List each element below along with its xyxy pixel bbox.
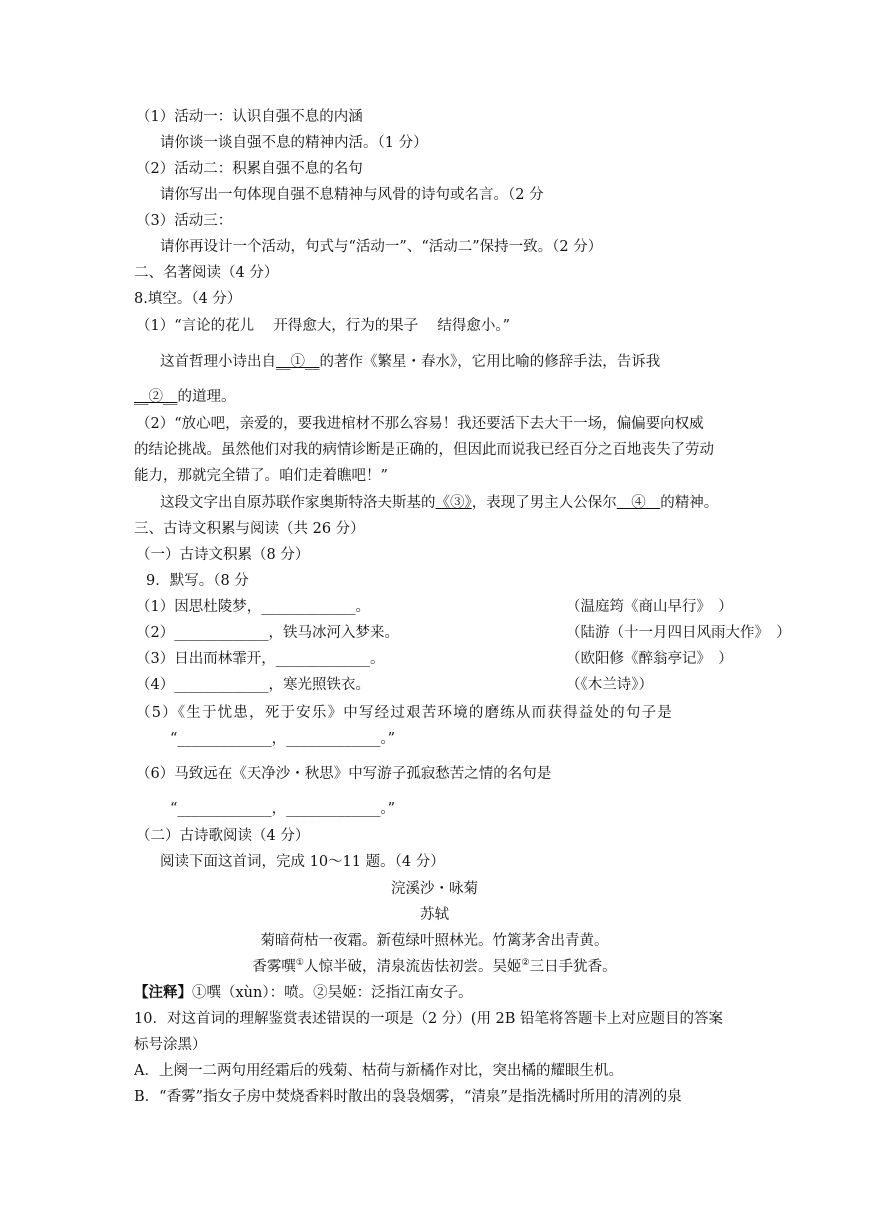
q8-text-d: 的道理。 [177,389,236,405]
question-10-line2: 标号涂黑） [134,1037,207,1053]
activity-2-heading: （2）活动二：积累自强不息的名句 [136,161,363,177]
subsection-2-heading: （二）古诗歌阅读（4 分） [136,828,310,844]
poem-line-2-a: 香雾噀 [252,959,296,975]
q9-item-1-source: （温庭筠《商山早行》 ） [566,599,733,615]
section-3-heading: 三、古诗文积累与阅读（共 26 分） [134,521,365,537]
q9-item-5-blanks: “_____________，_____________。” [170,731,396,747]
q8-part2-question [160,493,718,513]
q9-item-4-text: （4）_____________，寒光照铁衣。 [136,677,370,693]
option-a: A．上阕一二两句用经霜后的残菊、枯荷与新橘作对比，突出橘的耀眼生机。 [134,1063,623,1079]
q8-p2-text-e: 的精神。 [660,495,719,511]
activity-1-heading: （1）活动一：认识自强不息的内涵 [136,109,363,125]
q8-p2-text-c: ，表现了男主人公保尔 [471,495,617,511]
q9-item-3-text: （3）日出而林霏开，_____________。 [136,651,385,667]
question-10-line1: 10．对这首词的理解鉴赏表述错误的一项是（2 分）(用 2B 铅笔将答题卡上对应题目的答案 [134,1011,724,1027]
activity-2-prompt: 请你写出一句体现自强不息精神与风骨的诗句或名言。（2 分 [160,187,544,203]
poem-title: 浣溪沙・咏菊 [391,881,478,897]
poem-line-1: 菊暗荷枯一夜霜。新苞绿叶照林光。竹篱茅舍出青黄。 [260,933,609,949]
q8-part2-quote-line3: 能力，那就完全错了。咱们走着瞧吧！” [134,468,388,484]
question-8-heading: 8.填空。（4 分） [134,291,242,307]
q9-item-1-text: （1）因思杜陵梦，_____________。 [136,599,370,615]
section-2-heading: 二、名著阅读（4 分） [134,265,279,281]
blank-1: __①__ [276,354,320,370]
q9-item-6: （6）马致远在《天净沙・秋思》中写游子孤寂愁苦之情的名句是 [136,766,552,782]
q9-item-2-text: （2）_____________，铁马冰河入梦来。 [136,625,399,641]
notes-text: ①噀（xùn）：喷。②吴姬：泛指江南女子。 [192,985,473,1001]
blank-4: ④ [616,495,661,511]
subsection-1-heading: （一）古诗文积累（8 分） [136,547,310,563]
activity-3-prompt: 请你再设计一个活动，句式与“活动一”、“活动二”保持一致。（2 分） [160,239,603,255]
q9-item-5: （5）《生于忧患，死于安乐》中写经过艰苦环境的磨练从而获得益处的句子是 [136,705,673,721]
q9-item-3-source: （欧阳修《醉翁亭记》 ） [566,651,733,667]
q9-item-2 [136,623,791,643]
q8-part2-quote-line1: （2）“放心吧，亲爱的，要我进棺材不那么容易！我还要活下去大干一场，偏偏要向权威 [136,416,704,432]
q9-item-4-source: （《木兰诗》） [566,677,653,693]
q9-item-3 [136,649,733,669]
q8-part2-quote-line2: 的结论挑战。虽然他们对我的病情诊断是正确的，但因此而说我已经百分之百地丧失了劳动 [134,442,714,458]
q8-text-c: 的著作《繁星・春水》，它用比喻的修辞手法，告诉我 [319,354,661,370]
q8-part1-quote: （1）“言论的花儿 开得愈大，行为的果子 结得愈小。” [136,318,511,334]
q9-item-4 [136,675,653,695]
poem-line-2 [0,957,869,977]
q9-item-1 [136,597,733,617]
notes-label: 【注释】 [134,984,192,1001]
option-b: B．“香雾”指女子房中焚烧香料时散出的袅袅烟雾，“清泉”是指洗橘时所用的清冽的泉 [134,1089,682,1105]
poem-notes [134,983,473,1003]
note-marker-2: ② [521,958,530,969]
activity-1-prompt: 请你谈一谈自强不息的精神内活。（1 分） [160,135,428,151]
q9-item-2-source: （陆游（十一月四日风雨大作》 ） [566,625,791,641]
poem-instructions: 阅读下面这首词，完成 10～11 题。（4 分） [160,854,445,870]
blank-2: __②__ [134,389,178,405]
blank-3: 《③》 [435,495,472,511]
poem-line-2-b: 人惊半破，清泉流齿怯初尝。吴姬 [304,959,522,975]
poem-author: 苏轼 [420,907,449,923]
q8-part1-question-cont [134,387,236,407]
q8-text-a: 这首哲理小诗出自 [160,354,276,370]
activity-3-heading: （3）活动三： [136,213,233,229]
note-marker-1: ① [295,958,304,969]
q8-part1-question [160,352,660,372]
question-9-heading: 9．默写。（8 分 [146,573,249,589]
poem-line-2-c: 三日手犹香。 [529,959,617,975]
q8-p2-text-a: 这段文字出自原苏联作家奥斯特洛夫斯基的 [160,495,436,511]
q9-item-6-blanks: “_____________，_____________。” [170,801,396,817]
